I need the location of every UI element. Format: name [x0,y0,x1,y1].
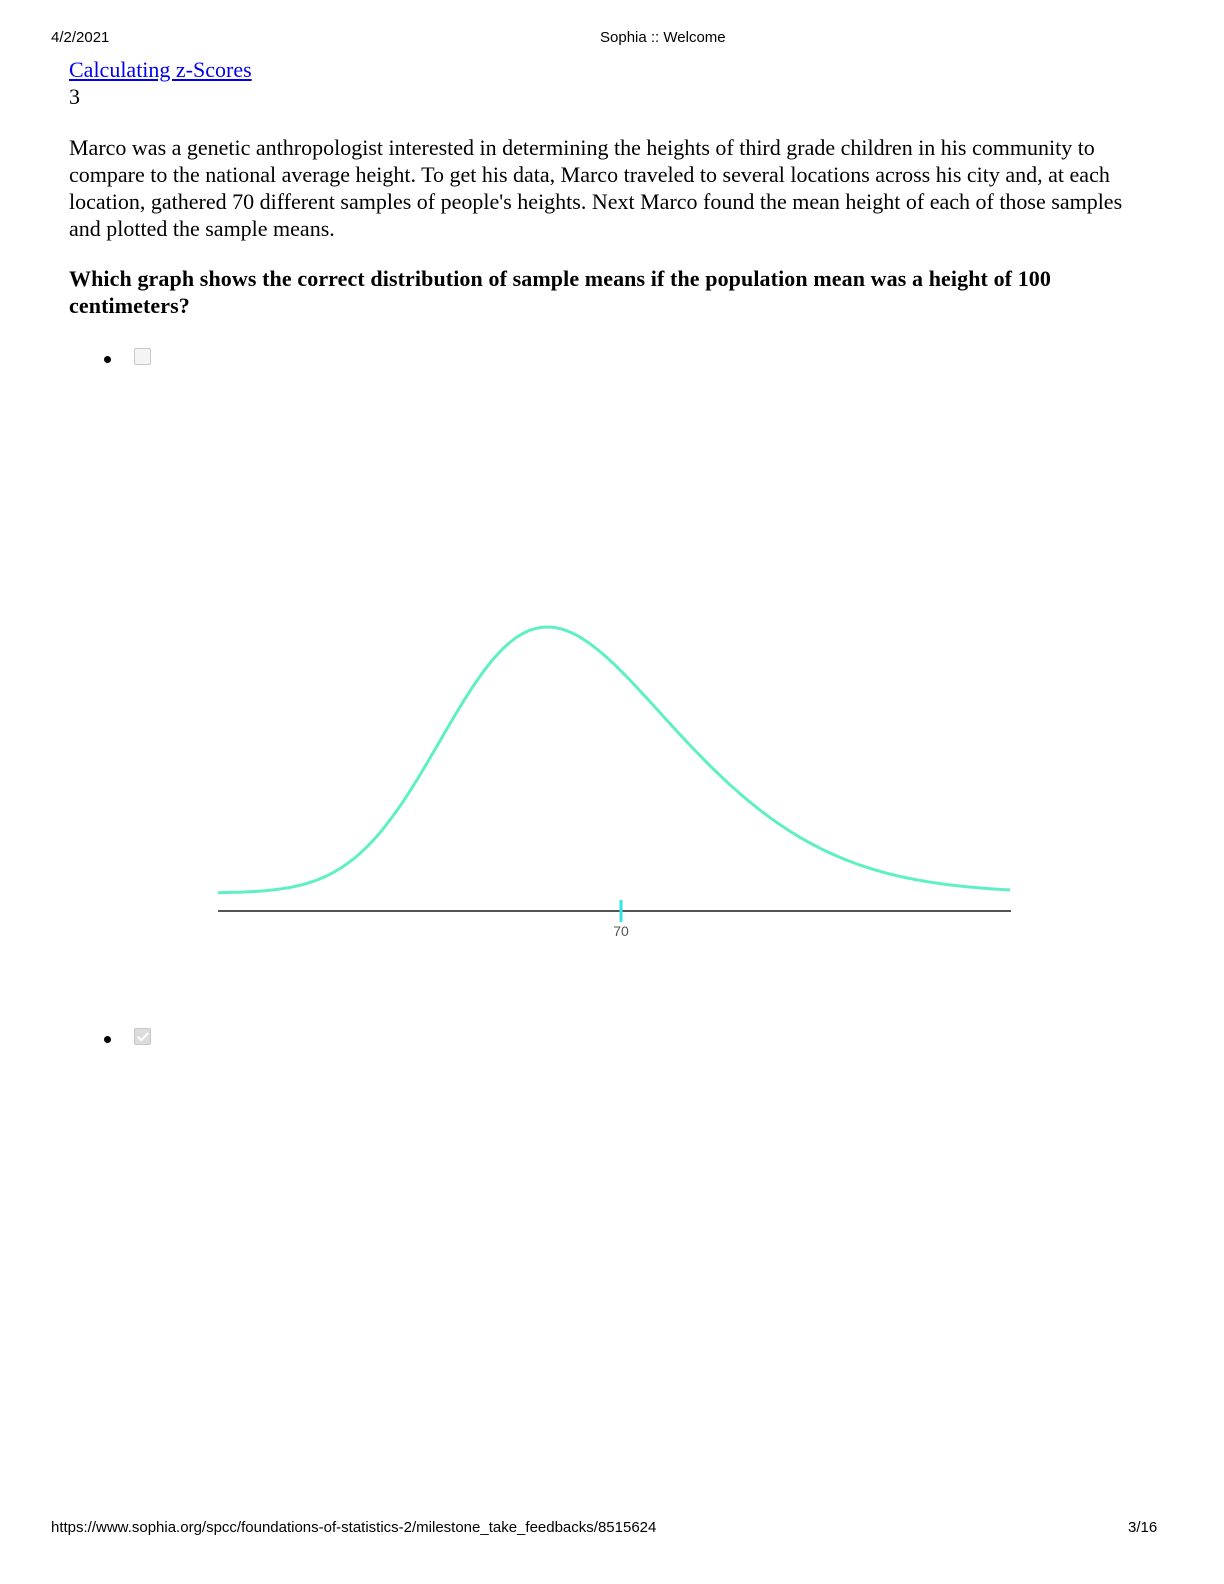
answer-checkbox-2[interactable] [134,1028,151,1045]
x-tick-label: 70 [613,923,629,939]
print-url: https://www.sophia.org/spcc/foundations-of-statistics-2/milestone_take_feedbacks/8515624 [51,1519,657,1536]
print-footer [0,1519,1224,1539]
question-text: Marco was a genetic anthropologist interested in determining the heights of third grade children in his community to compare to the national average height. To get his data, Marco traveled to several locations across his city and, at each location, gathered 70 different samples of people's heights. Next Marco found the mean height of each of those samples and plotted the sample means. [69,135,1123,241]
answer-checkbox-1[interactable] [134,348,151,365]
print-date: 4/2/2021 [51,29,110,46]
print-page-title: Sophia :: Welcome [600,29,726,46]
bullet-icon [104,1036,111,1043]
distribution-chart [200,600,1030,950]
print-page-number: 3/16 [1128,1519,1158,1536]
topic-link[interactable]: Calculating z-Scores [69,57,252,82]
bullet-icon [104,356,111,363]
question-content [69,56,1159,319]
question-prompt: Which graph shows the correct distribution of sample means if the population mean was a height of 100 centimeters? [69,266,1052,318]
density-curve [218,627,1010,893]
question-number: 3 [69,84,80,109]
check-icon [137,1029,149,1041]
print-header [0,29,1224,49]
